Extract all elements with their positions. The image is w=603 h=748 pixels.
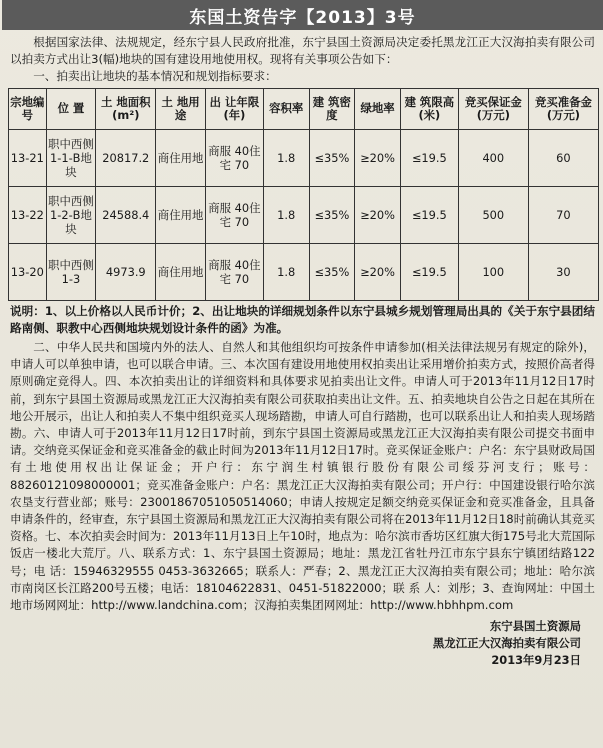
col-reserve: 竞买准备金(万元) xyxy=(528,88,598,129)
cell: 1.8 xyxy=(263,129,309,186)
cell: 4973.9 xyxy=(96,243,156,300)
signature-date: 2013年9月23日 xyxy=(491,653,581,668)
col-height: 建 筑限高(米) xyxy=(400,88,458,129)
cell: 24588.4 xyxy=(96,186,156,243)
cell: 400 xyxy=(458,129,528,186)
cell: 商服 40住宅 70 xyxy=(205,129,263,186)
col-area: 土 地面积(m²) xyxy=(96,88,156,129)
col-green: 绿地率 xyxy=(355,88,401,129)
cell: 500 xyxy=(458,186,528,243)
cell: 职中西侧1-3 xyxy=(46,243,96,300)
title-bar xyxy=(2,0,603,30)
cell: 商服 40住宅 70 xyxy=(205,243,263,300)
cell: ≤35% xyxy=(309,186,355,243)
page-title: 东国土资告字【2013】3号 xyxy=(189,7,416,28)
notice-paragraphs xyxy=(2,337,603,614)
cell: 商住用地 xyxy=(156,243,206,300)
signature-org-1: 东宁县国土资源局 xyxy=(489,619,581,634)
signature-org-2: 黑龙江正大汉海拍卖有限公司 xyxy=(432,636,581,651)
cell: 1.8 xyxy=(263,186,309,243)
cell: 70 xyxy=(528,186,598,243)
notice-body xyxy=(2,30,603,86)
cell: 13-21 xyxy=(9,129,47,186)
cell: 职中西侧1-1-B地块 xyxy=(46,129,96,186)
cell: ≤35% xyxy=(309,243,355,300)
col-term: 出 让年限(年) xyxy=(205,88,263,129)
cell: 100 xyxy=(458,243,528,300)
col-far: 容积率 xyxy=(263,88,309,129)
cell: 职中西侧1-2-B地块 xyxy=(46,186,96,243)
cell: 1.8 xyxy=(263,243,309,300)
cell: ≤19.5 xyxy=(400,186,458,243)
cell: 商住用地 xyxy=(156,129,206,186)
cell: 13-22 xyxy=(9,186,47,243)
section-1-heading: 一、拍卖出让地块的基本情况和规划指标要求： xyxy=(33,69,277,84)
col-use: 土 地用途 xyxy=(156,88,206,129)
col-location: 位 置 xyxy=(46,88,96,129)
cell: ≤19.5 xyxy=(400,129,458,186)
table-header-row xyxy=(9,88,599,129)
table-row xyxy=(9,243,599,300)
table-note: 说明：1、以上价格以人民币计价；2、出让地块的详细规划条件以东宁县城乡规划管理局出具的《关于东宁县团结路南侧、职教中心西侧地块规划设计条件的函》为准。 xyxy=(10,303,595,335)
cell: 商住用地 xyxy=(156,186,206,243)
parcel-table xyxy=(8,88,599,301)
table-row xyxy=(9,129,599,186)
cell: 60 xyxy=(528,129,598,186)
col-parcel-id: 宗地编号 xyxy=(9,88,47,129)
terms-paragraph: 二、中华人民共和国境内外的法人、自然人和其他组织均可按条件申请参加(相关法律法规另有规定的除外)，申请人可以单独申请，也可以联合申请。三、本次国有建设用地使用权拍卖出让采用增价拍卖方式，按照价高者得原则确定竞得人。四、本次拍卖出让的详细资料和具体要求见拍卖出让文件。申请人可于2013年11月12日17时前，到东宁县国土资源局或黑龙江正大汉海拍卖有限公司获取拍卖出让文件。五、拍卖地块自公告之日起在其所在地公开展示，出让人和拍卖人不集中组织竞买人现场踏勘，申请人可自行踏勘，也可以联系出让人和拍卖人现场踏勘。六、申请人可于2013年11月12日17时前，到东宁县国土资源局或黑龙江正大汉海拍卖有限公司提交书面申请。交纳竞买保证金和竞买准备金的截止时间为2013年11月12日17时。竞买保证金账户：户名：东宁县财政局国有土地使用权出让保证金；开户行：东宁润生村镇银行股份有限公司绥芬河支行；账号：88260121098000001；竞买准备金账户：户名：黑龙江正大汉海拍卖有限公司；开户行：中国建设银行哈尔滨农垦支行营业部；账号：23001867051050514060；申请人按规定足额交纳竞买保证金和竞买准备金，且具备申请条件的，经审查，东宁县国土资源局和黑龙江正大汉海拍卖有限公司将在2013年11月12日18时前确认其竞买资格。七、本次拍卖会时间为：2013年11月13日上午10时，地点为：哈尔滨市香坊区红旗大街175号北大荒国际饭店一楼北大荒厅。八、联系方式：1、东宁县国土资源局；地址：黑龙江省牡丹江市东宁县东宁镇团结路122号；电 话：15946329555 0453-3632665；联系人：严春；2、黑龙江正大汉海拍卖有限公司；地址：哈尔滨市南岗区长江路200号五楼；电话：18104622831、0451-51822000；联 系 人：刘彤；3、查询网址：中国土地市场网网址：http://www.landchina.com；汉海拍卖集团网网址：http://www.hbhhpm.com xyxy=(10,340,595,613)
cell: ≤19.5 xyxy=(400,243,458,300)
col-deposit: 竞买保证金(万元) xyxy=(458,88,528,129)
cell: ≥20% xyxy=(355,243,401,300)
cell: ≥20% xyxy=(355,186,401,243)
cell: 30 xyxy=(528,243,598,300)
table-row xyxy=(9,186,599,243)
cell: ≤35% xyxy=(309,129,355,186)
col-density: 建 筑密度 xyxy=(309,88,355,129)
cell: 13-20 xyxy=(9,243,47,300)
cell: 商服 40住宅 70 xyxy=(205,186,263,243)
intro-paragraph: 根据国家法律、法规规定，经东宁县人民政府批准，东宁县国土资源局决定委托黑龙江正大汉海拍卖有限公司以拍卖方式出让3(幅)地块的国有建设用地使用权。现将有关事项公告如下： xyxy=(10,35,595,67)
cell: ≥20% xyxy=(355,129,401,186)
cell: 20817.2 xyxy=(96,129,156,186)
signature-block xyxy=(2,614,603,669)
